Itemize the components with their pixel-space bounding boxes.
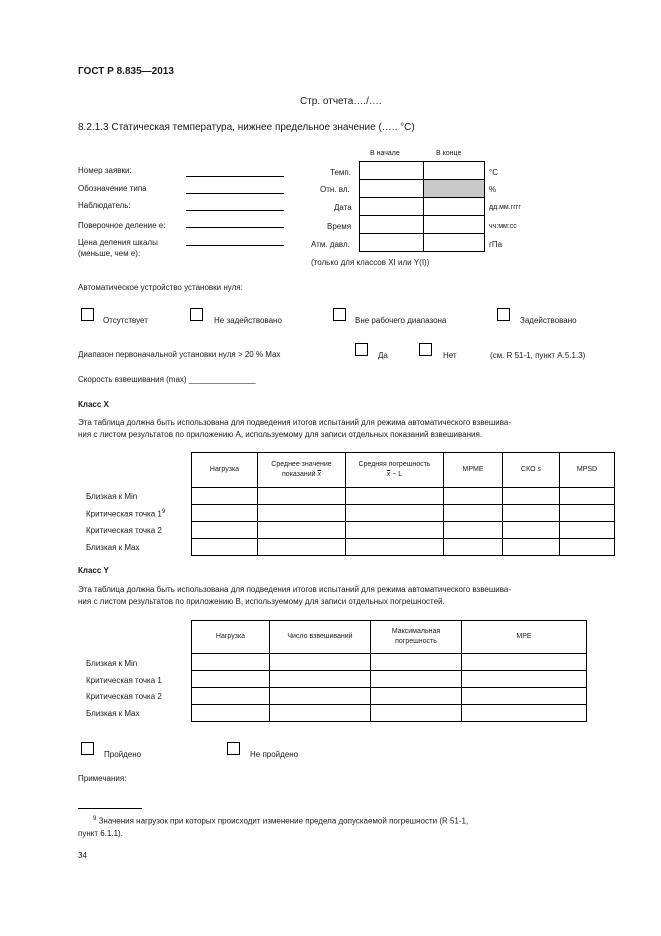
unit-humidity: % xyxy=(489,185,497,194)
unit-pressure: гПа xyxy=(489,240,503,249)
class-y-row-label-critical-1: Критическая точка 1 xyxy=(86,676,162,685)
class-y-description-line2: ния с листом результатов по приложению В, используемому для записи отдельных погрешностей. xyxy=(78,597,445,606)
conditions-label-date: Дата xyxy=(334,203,352,212)
unit-temperature: °C xyxy=(489,168,498,177)
table-row xyxy=(192,654,587,671)
unit-date: дд.мм.гггг xyxy=(489,204,521,211)
temperature-start-cell[interactable] xyxy=(360,162,424,180)
class-x-header-mean: Среднее значение показаний $\overline{x}$ xyxy=(258,453,346,488)
checkbox-no[interactable] xyxy=(419,343,432,356)
conditions-label-temperature: Темп. xyxy=(330,168,351,177)
class-y-description-line1: Эта таблица должна быть использована для подведения итогов испытаний для режима автоматического взвешива- xyxy=(78,585,511,594)
field-label-verification-interval: Поверочное деление e: xyxy=(78,221,166,230)
class-y-header-load: Нагрузка xyxy=(192,621,270,654)
class-x-header-mpme: MPME xyxy=(444,453,503,488)
field-label-type: Обозначение типа xyxy=(78,184,147,193)
class-x-row-label-near-max: Близкая к Max xyxy=(86,543,140,552)
time-start-cell[interactable] xyxy=(360,216,424,234)
field-label-scale-interval: Цена деления шкалы xyxy=(78,238,158,247)
result-passed-label: Пройдено xyxy=(104,750,142,759)
class-x-header-load: Нагрузка xyxy=(192,453,258,488)
conditions-header-start: В начале xyxy=(370,150,400,157)
class-x-header-sko: СКО s xyxy=(503,453,560,488)
table-row xyxy=(192,505,615,522)
date-end-cell[interactable] xyxy=(424,198,485,216)
humidity-start-cell[interactable] xyxy=(360,180,424,198)
checkbox-engaged[interactable] xyxy=(497,308,510,321)
class-x-header-mean-error: Средняя погрешность $\overline{x} - L$ xyxy=(346,453,444,488)
field-label-application-number: Номер заявки: xyxy=(78,166,132,175)
field-line-scale-interval[interactable] xyxy=(186,245,284,246)
option-out-of-range-label: Вне рабочего диапазона xyxy=(355,316,447,325)
footnote-separator xyxy=(78,808,142,809)
conditions-label-pressure: Атм. давл. xyxy=(311,240,350,249)
conditions-table xyxy=(359,161,485,252)
checkbox-yes[interactable] xyxy=(355,343,368,356)
checkbox-absent[interactable] xyxy=(81,308,94,321)
option-absent-label: Отсутствует xyxy=(103,316,148,325)
table-row xyxy=(192,705,587,722)
temperature-end-cell[interactable] xyxy=(424,162,485,180)
option-not-engaged-label: Не задействовано xyxy=(214,316,282,325)
option-yes-label: Да xyxy=(378,351,388,360)
humidity-end-cell-shaded xyxy=(424,180,485,198)
option-no-label: Нет xyxy=(443,351,457,360)
table-row xyxy=(192,688,587,705)
table-row xyxy=(192,522,615,539)
class-y-row-label-near-max: Близкая к Max xyxy=(86,709,140,718)
footnote-text-line2: пункт 6.1.1). xyxy=(78,829,123,838)
table-row xyxy=(192,488,615,505)
field-line-type[interactable] xyxy=(186,193,284,194)
pressure-end-cell[interactable] xyxy=(424,234,485,252)
weighing-speed-field[interactable]: Скорость взвешивания (max) _______________ xyxy=(78,375,256,384)
class-x-header-mpsd: MPSD xyxy=(560,453,615,488)
notes-label: Примечания: xyxy=(78,774,127,783)
conditions-label-humidity: Отн. вл. xyxy=(320,185,350,194)
field-line-application-number[interactable] xyxy=(186,176,284,177)
field-line-verification-interval[interactable] xyxy=(186,227,284,228)
class-y-table xyxy=(191,620,587,722)
conditions-note: (только для классов XI или Y(I)) xyxy=(311,258,430,267)
field-label-scale-interval-note: (меньше, чем e): xyxy=(78,249,141,258)
class-x-row-label-near-min: Близкая к Min xyxy=(86,492,138,501)
checkbox-not-engaged[interactable] xyxy=(190,308,203,321)
time-end-cell[interactable] xyxy=(424,216,485,234)
class-x-title: Класс X xyxy=(78,400,109,409)
field-label-observer: Наблюдатель: xyxy=(78,201,131,210)
class-y-row-label-critical-2: Критическая точка 2 xyxy=(86,692,162,701)
class-y-row-label-near-min: Близкая к Min xyxy=(86,659,138,668)
initial-zero-label: Диапазон первоначальной установки нуля > 20 % Max xyxy=(78,350,281,359)
class-x-description-line1: Эта таблица должна быть использована для подведения итогов испытаний для режима автоматического взвешива- xyxy=(78,418,511,427)
result-failed-label: Не пройдено xyxy=(250,750,299,759)
field-line-observer[interactable] xyxy=(186,210,284,211)
checkbox-out-of-range[interactable] xyxy=(333,308,346,321)
table-row xyxy=(192,671,587,688)
class-x-description-line2: ния с листом результатов по приложению А, используемому для записи отдельных показаний взвешивания. xyxy=(78,430,483,439)
auto-zero-label: Автоматическое устройство установки нуля: xyxy=(78,283,243,292)
class-y-header-mpe: MPE xyxy=(462,621,587,654)
conditions-header-end: В конце xyxy=(436,150,462,157)
class-x-row-label-critical-2: Критическая точка 2 xyxy=(86,526,162,535)
report-page-number: Стр. отчета…./…. xyxy=(300,96,382,107)
checkbox-passed[interactable] xyxy=(81,742,94,755)
class-y-header-max-error: Максимальная погрешность xyxy=(371,621,462,654)
date-start-cell[interactable] xyxy=(360,198,424,216)
section-title: 8.2.1.3 Статическая температура, нижнее предельное значение (….. °C) xyxy=(78,122,415,133)
conditions-label-time: Время xyxy=(327,222,352,231)
footnote-reference: 9 xyxy=(161,509,166,515)
footnote-text-line1: $^9$ Значения нагрузок при которых происходит изменение предела допускаемой погрешности (R 51-1, xyxy=(93,816,469,826)
document-header: ГОСТ Р 8.835—2013 xyxy=(78,66,174,77)
class-y-header-weighings: Число взвешиваний xyxy=(270,621,371,654)
option-engaged-label: Задействовано xyxy=(520,316,577,325)
pressure-start-cell[interactable] xyxy=(360,234,424,252)
page-number: 34 xyxy=(78,851,87,860)
class-x-row-label-critical-1: Критическая точка $1^9$ xyxy=(86,509,166,519)
unit-time: чч:мм:сс xyxy=(489,223,517,230)
class-y-title: Класс Y xyxy=(78,566,109,575)
class-x-table xyxy=(191,452,615,556)
checkbox-failed[interactable] xyxy=(227,742,240,755)
initial-zero-reference: (см. R 51-1, пункт А.5.1.3) xyxy=(490,351,586,360)
table-row xyxy=(192,539,615,556)
